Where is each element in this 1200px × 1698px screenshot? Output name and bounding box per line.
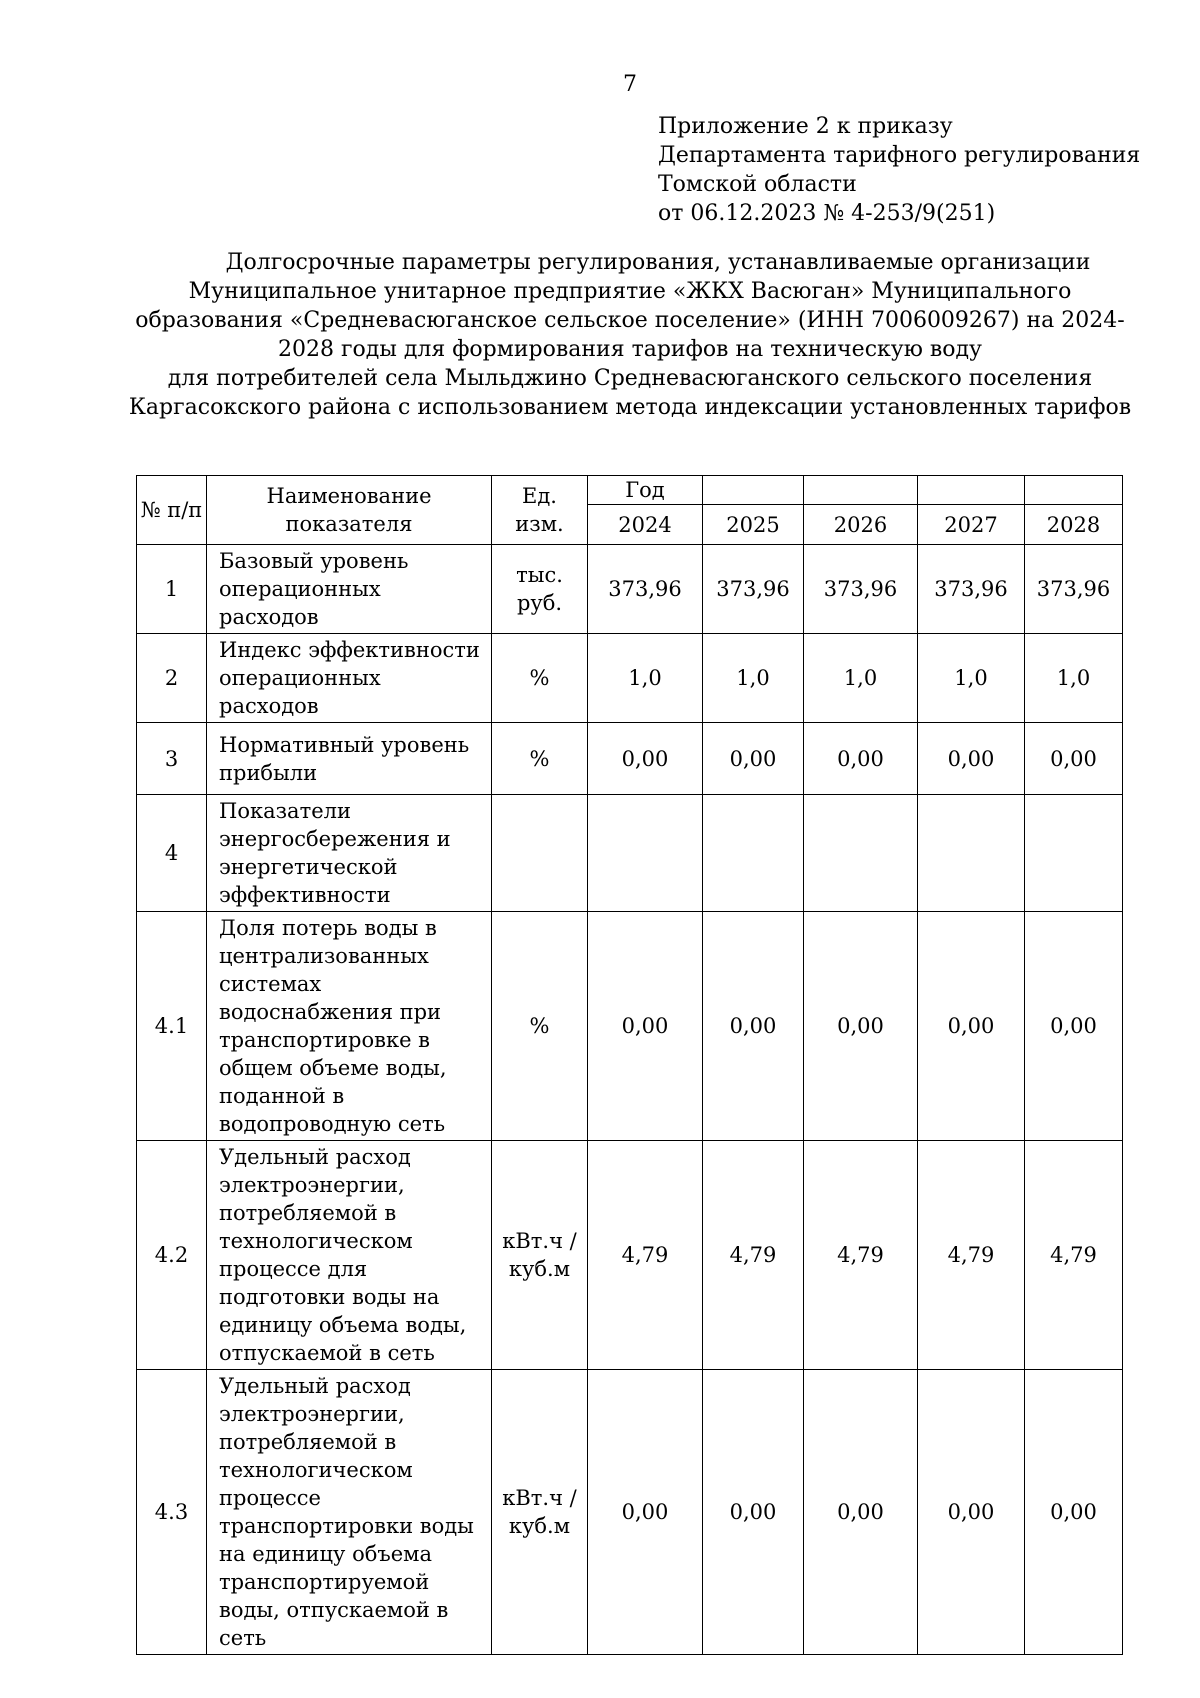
- title-line: для потребителей села Мыльджино Средневасюганского сельского поселения: [167, 366, 1093, 391]
- appendix-line: Приложение 2 к приказу: [658, 114, 953, 139]
- title-line: Муниципальное унитарное предприятие «ЖКХ Васюган» Муниципального: [188, 279, 1072, 304]
- row-value: 4,79: [918, 1141, 1025, 1370]
- row-value: 0,00: [918, 1370, 1025, 1655]
- row-unit: кВт.ч / куб.м: [492, 1370, 588, 1655]
- row-name: Доля потерь воды в централизованных системах водоснабжения при транспортировке в общем объеме воды, поданной в водопроводную сеть: [207, 912, 492, 1141]
- header-year: 2027: [918, 505, 1025, 545]
- row-value: 1,0: [1025, 634, 1123, 723]
- row-num: 3: [137, 723, 207, 795]
- header-year: 2024: [588, 505, 703, 545]
- row-unit: тыс. руб.: [492, 545, 588, 634]
- row-value: 0,00: [1025, 1370, 1123, 1655]
- row-num: 4.3: [137, 1370, 207, 1655]
- title-line: образования «Средневасюганское сельское поселение» (ИНН 7006009267) на 2024-: [135, 308, 1125, 333]
- row-value: 1,0: [918, 634, 1025, 723]
- document-title: [120, 248, 1140, 422]
- table-row: [137, 795, 1123, 912]
- header-name: Наименование показателя: [207, 476, 492, 545]
- row-value: 0,00: [703, 1370, 804, 1655]
- appendix-line: от 06.12.2023 № 4-253/9(251): [658, 201, 996, 226]
- title-line: Каргасокского района с использованием метода индексации установленных тарифов: [128, 395, 1132, 420]
- row-value: 373,96: [918, 545, 1025, 634]
- header-year: 2028: [1025, 505, 1123, 545]
- header-num: № п/п: [137, 476, 207, 545]
- parameters-table: [136, 475, 1123, 1655]
- row-value: 4,79: [588, 1141, 703, 1370]
- row-name: Показатели энергосбережения и энергетической эффективности: [207, 795, 492, 912]
- row-value: 0,00: [703, 723, 804, 795]
- title-line: Долгосрочные параметры регулирования, устанавливаемые организации: [225, 250, 1091, 275]
- row-value: 0,00: [588, 912, 703, 1141]
- row-value: 0,00: [703, 912, 804, 1141]
- row-value: 373,96: [804, 545, 918, 634]
- appendix-line: Департамента тарифного регулирования: [658, 143, 1141, 168]
- row-value: [918, 795, 1025, 912]
- row-unit: %: [492, 912, 588, 1141]
- row-name: Индекс эффективности операционных расходов: [207, 634, 492, 723]
- row-num: 4.1: [137, 912, 207, 1141]
- row-unit: кВт.ч / куб.м: [492, 1141, 588, 1370]
- row-value: 373,96: [588, 545, 703, 634]
- row-name: Удельный расход электроэнергии, потребляемой в технологическом процессе транспортировки воды на единицу объема транспортируемой воды, отпускаемой в сеть: [207, 1370, 492, 1655]
- row-value: 0,00: [1025, 912, 1123, 1141]
- row-value: 4,79: [703, 1141, 804, 1370]
- table-row: [137, 912, 1123, 1141]
- page-number: 7: [623, 72, 637, 97]
- header-blank: [703, 476, 804, 505]
- header-blank: [804, 476, 918, 505]
- row-unit: %: [492, 634, 588, 723]
- table-row: [137, 1141, 1123, 1370]
- row-value: [588, 795, 703, 912]
- row-name: Базовый уровень операционных расходов: [207, 545, 492, 634]
- table-row: [137, 1370, 1123, 1655]
- row-value: [703, 795, 804, 912]
- row-num: 2: [137, 634, 207, 723]
- row-unit: %: [492, 723, 588, 795]
- row-unit: [492, 795, 588, 912]
- row-value: 4,79: [1025, 1141, 1123, 1370]
- header-blank: [918, 476, 1025, 505]
- row-value: 373,96: [1025, 545, 1123, 634]
- appendix-block: [658, 112, 1140, 228]
- appendix-line: Томской области: [658, 172, 857, 197]
- row-value: 4,79: [804, 1141, 918, 1370]
- row-value: 1,0: [804, 634, 918, 723]
- row-value: 373,96: [703, 545, 804, 634]
- row-value: [1025, 795, 1123, 912]
- table-row: [137, 634, 1123, 723]
- row-value: [804, 795, 918, 912]
- header-blank: [1025, 476, 1123, 505]
- row-value: 0,00: [804, 1370, 918, 1655]
- header-year: 2025: [703, 505, 804, 545]
- row-value: 0,00: [918, 912, 1025, 1141]
- header-year: 2026: [804, 505, 918, 545]
- row-num: 1: [137, 545, 207, 634]
- row-value: 0,00: [918, 723, 1025, 795]
- row-name: Удельный расход электроэнергии, потребляемой в технологическом процессе для подготовки воды на единицу объема воды, отпускаемой в сеть: [207, 1141, 492, 1370]
- row-value: 0,00: [588, 723, 703, 795]
- title-line: 2028 годы для формирования тарифов на техническую воду: [278, 337, 982, 362]
- table-row: [137, 723, 1123, 795]
- row-num: 4: [137, 795, 207, 912]
- header-unit: Ед. изм.: [492, 476, 588, 545]
- row-num: 4.2: [137, 1141, 207, 1370]
- row-value: 0,00: [804, 912, 918, 1141]
- row-value: 0,00: [804, 723, 918, 795]
- row-value: 1,0: [588, 634, 703, 723]
- table-row: [137, 545, 1123, 634]
- row-value: 1,0: [703, 634, 804, 723]
- row-value: 0,00: [1025, 723, 1123, 795]
- row-name: Нормативный уровень прибыли: [207, 723, 492, 795]
- header-year-label: Год: [588, 476, 703, 505]
- row-value: 0,00: [588, 1370, 703, 1655]
